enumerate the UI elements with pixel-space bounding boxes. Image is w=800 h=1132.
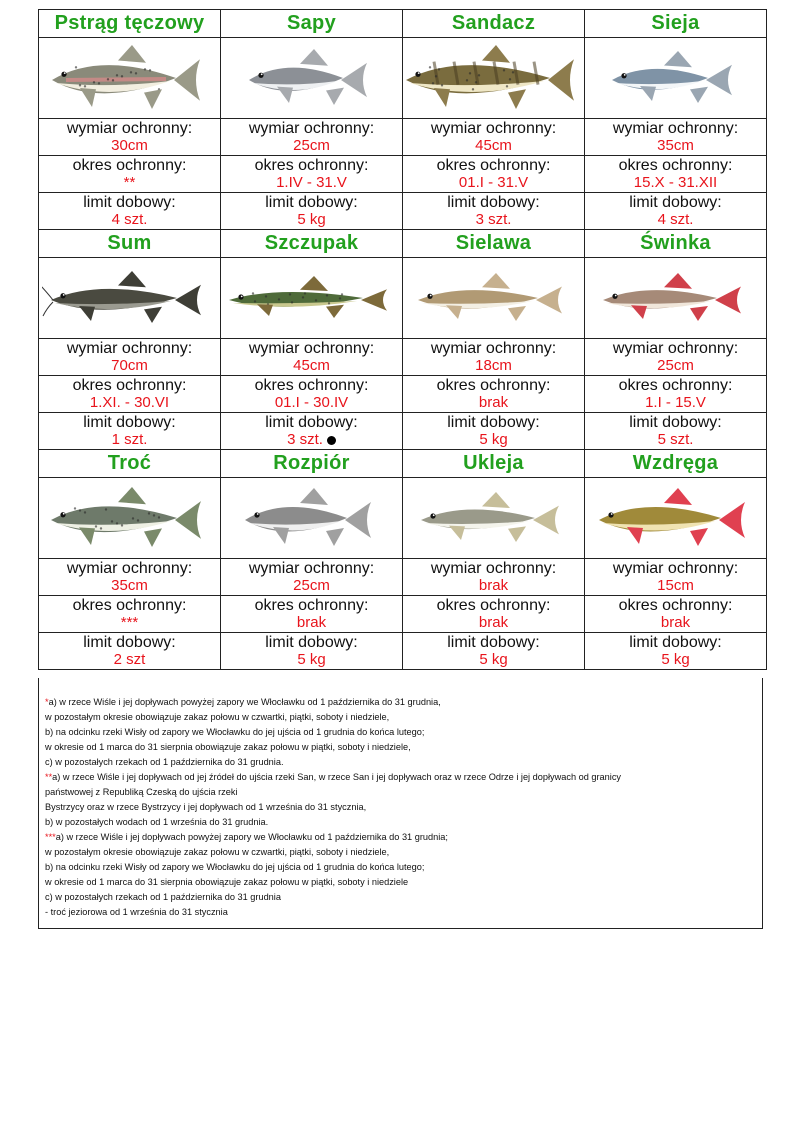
footnote-line — [45, 785, 762, 800]
rainbow-trout-icon — [39, 40, 220, 116]
closed-season-label: okres ochronny: — [618, 157, 733, 174]
footnote-line — [45, 860, 762, 875]
footnote-line — [45, 815, 762, 830]
protected-size-label: wymiar ochronny: — [248, 120, 375, 137]
protected-size-label: wymiar ochronny: — [612, 340, 739, 357]
closed-season-value — [39, 614, 220, 631]
fish-name-row — [39, 10, 767, 38]
protected-size-cell — [39, 339, 221, 376]
closed-season-label: okres ochronny: — [436, 157, 551, 174]
protected-size-label: wymiar ochronny: — [430, 560, 557, 577]
footnote-line — [45, 695, 762, 710]
closed-season-text: 01.I - 31.V — [458, 174, 529, 191]
black-dot-icon — [327, 436, 336, 445]
protected-size-label: wymiar ochronny: — [66, 120, 193, 137]
daily-limit-label: limit dobowy: — [447, 194, 540, 211]
footnote-line — [45, 845, 762, 860]
closed-season-value — [221, 394, 402, 411]
daily-limit-label: limit dobowy: — [265, 194, 358, 211]
protected-size-text: 35cm — [657, 137, 694, 154]
protected-size-cell — [39, 119, 221, 156]
daily-limit-label: limit dobowy: — [629, 194, 722, 211]
closed-season-value — [585, 394, 766, 411]
footnote-text: w pozostałym okresie obowiązuje zakaz połowu w czwartki, piątki, soboty i niedziele, — [45, 712, 390, 722]
closed-season-label: okres ochronny: — [436, 377, 551, 394]
footnote-line — [45, 875, 762, 890]
daily-limit-text: 5 kg — [479, 431, 508, 448]
fish-name: Świnka — [585, 230, 767, 258]
daily-limit-text: 1 szt. — [111, 431, 148, 448]
footnote-text: c) w pozostałych rzekach od 1 października do 31 grudnia. — [45, 757, 284, 767]
footnote-text: - troć jeziorowa od 1 września do 31 stycznia — [45, 907, 228, 917]
daily-limit-value — [403, 431, 584, 448]
daily-limit-cell — [39, 413, 221, 450]
protected-size-value — [221, 577, 402, 594]
closed-season-value — [585, 174, 766, 191]
daily-limit-value — [39, 651, 220, 668]
fish-picture-cell — [403, 38, 585, 119]
fish-picture-cell — [585, 478, 767, 559]
footnote-text: b) na odcinku rzeki Wisły od zapory we Włocławku do jej ujścia od 1 grudnia do końca lutego; — [45, 862, 425, 872]
closed-season-text: brak — [660, 614, 691, 631]
protected-size-label: wymiar ochronny: — [430, 120, 557, 137]
fish-name: Ukleja — [403, 450, 585, 478]
closed-season-cell — [221, 156, 403, 193]
closed-season-label: okres ochronny: — [436, 597, 551, 614]
fish-regulations-table — [38, 9, 767, 670]
protected-size-value — [403, 357, 584, 374]
daily-limit-text: 5 kg — [661, 651, 690, 668]
daily-limit-text: 5 kg — [297, 651, 326, 668]
fish-picture-cell — [585, 258, 767, 339]
fish-name-row — [39, 230, 767, 258]
footnote-line — [45, 800, 762, 815]
fish-name: Rozpiór — [221, 450, 403, 478]
nase-icon — [585, 260, 766, 336]
daily-limit-cell — [403, 633, 585, 670]
footnote-text: państwowej z Republiką Czeską do ujścia rzeki — [45, 787, 238, 797]
fish-picture-cell — [39, 478, 221, 559]
daily-limit-cell — [221, 193, 403, 230]
daily-limit-label: limit dobowy: — [83, 194, 176, 211]
closed-season-value — [403, 394, 584, 411]
protected-size-text: brak — [478, 577, 509, 594]
daily-limit-value — [221, 651, 402, 668]
closed-season-value — [39, 174, 220, 191]
closed-season-value — [403, 174, 584, 191]
protected-size-cell — [403, 559, 585, 596]
protected-size-text: 15cm — [657, 577, 694, 594]
closed-season-cell — [585, 596, 767, 633]
protected-size-label: wymiar ochronny: — [66, 340, 193, 357]
fish-picture-cell — [585, 38, 767, 119]
footnote-text: a) w rzece Wiśle i jej dopływach od jej źródeł do ujścia rzeki San, w rzece San i jej dopływach oraz w rzece Odrze i jej dopływach od granicy — [52, 772, 622, 782]
daily-limit-label: limit dobowy: — [265, 634, 358, 651]
closed-season-text: brak — [478, 614, 509, 631]
bleak-icon — [403, 480, 584, 556]
daily-limit-row — [39, 193, 767, 230]
daily-limit-cell — [39, 633, 221, 670]
footnote-line — [45, 740, 762, 755]
protected-size-cell — [221, 559, 403, 596]
protected-size-value — [39, 357, 220, 374]
protected-size-label: wymiar ochronny: — [612, 560, 739, 577]
closed-season-text: 1.XI. - 30.VI — [89, 394, 170, 411]
closed-season-cell — [39, 596, 221, 633]
fish-picture-row — [39, 258, 767, 339]
closed-season-text: 15.X - 31.XII — [633, 174, 718, 191]
protected-size-value — [585, 137, 766, 154]
daily-limit-cell — [585, 413, 767, 450]
protected-size-value — [403, 137, 584, 154]
daily-limit-text: 3 szt. — [475, 211, 512, 228]
fish-name: Szczupak — [221, 230, 403, 258]
zope-icon — [221, 480, 402, 556]
closed-season-row — [39, 376, 767, 413]
protected-size-label: wymiar ochronny: — [612, 120, 739, 137]
fish-name: Troć — [39, 450, 221, 478]
protected-size-cell — [221, 119, 403, 156]
protected-size-row — [39, 119, 767, 156]
protected-size-text: 25cm — [293, 577, 330, 594]
daily-limit-text: 5 kg — [479, 651, 508, 668]
closed-season-label: okres ochronny: — [618, 597, 733, 614]
closed-season-label: okres ochronny: — [72, 377, 187, 394]
closed-season-cell — [39, 156, 221, 193]
fish-name: Sieja — [585, 10, 767, 38]
daily-limit-cell — [403, 193, 585, 230]
protected-size-label: wymiar ochronny: — [430, 340, 557, 357]
footnote-text: b) w pozostałych wodach od 1 września do 31 grudnia. — [45, 817, 269, 827]
protected-size-value — [403, 577, 584, 594]
protected-size-text: 25cm — [657, 357, 694, 374]
closed-season-value — [221, 614, 402, 631]
closed-season-label: okres ochronny: — [72, 157, 187, 174]
closed-season-label: okres ochronny: — [72, 597, 187, 614]
daily-limit-value — [221, 431, 402, 448]
footnote-text: a) w rzece Wiśle i jej dopływach powyżej zapory we Włocławku od 1 października do 31 grudnia; — [55, 832, 448, 842]
daily-limit-value — [585, 211, 766, 228]
footnote-text: a) w rzece Wiśle i jej dopływach powyżej zapory we Włocławku od 1 października do 31 grudnia, — [48, 697, 441, 707]
fish-picture-row — [39, 478, 767, 559]
closed-season-text: 01.I - 30.IV — [274, 394, 349, 411]
footnote-line — [45, 830, 762, 845]
closed-season-row — [39, 156, 767, 193]
closed-season-text: ** — [123, 174, 136, 191]
daily-limit-cell — [585, 193, 767, 230]
closed-season-cell — [585, 156, 767, 193]
closed-season-label: okres ochronny: — [618, 377, 733, 394]
daily-limit-label: limit dobowy: — [629, 414, 722, 431]
footnote-text: w okresie od 1 marca do 31 sierpnia obowiązuje zakaz połowu w piątki, soboty i niedziele — [45, 877, 409, 887]
protected-size-cell — [403, 339, 585, 376]
closed-season-cell — [221, 596, 403, 633]
closed-season-value — [403, 614, 584, 631]
fish-name-row — [39, 450, 767, 478]
protected-size-cell — [403, 119, 585, 156]
closed-season-row — [39, 596, 767, 633]
footnote-text: w okresie od 1 marca do 31 sierpnia obowiązuje zakaz połowu w piątki, soboty i niedziele, — [45, 742, 411, 752]
daily-limit-text: 2 szt — [113, 651, 146, 668]
protected-size-text: 35cm — [111, 577, 148, 594]
closed-season-cell — [403, 596, 585, 633]
fish-name: Wzdręga — [585, 450, 767, 478]
footnote-line — [45, 755, 762, 770]
closed-season-cell — [403, 376, 585, 413]
footnote-mark: ** — [45, 772, 53, 782]
closed-season-value — [585, 614, 766, 631]
protected-size-row — [39, 559, 767, 596]
protected-size-cell — [585, 119, 767, 156]
protected-size-label: wymiar ochronny: — [248, 340, 375, 357]
fish-name: Sum — [39, 230, 221, 258]
protected-size-row — [39, 339, 767, 376]
footnote-line — [45, 710, 762, 725]
footnote-line — [45, 770, 762, 785]
blue-bream-icon — [221, 40, 402, 116]
footnote-line — [45, 905, 762, 920]
footnote-text: w pozostałym okresie obowiązuje zakaz połowu w czwartki, piątki, soboty i niedziele, — [45, 847, 390, 857]
fish-picture-cell — [221, 258, 403, 339]
catfish-icon — [39, 260, 220, 336]
fish-picture-row — [39, 38, 767, 119]
daily-limit-text: 3 szt. — [287, 431, 323, 448]
fish-picture-cell — [39, 258, 221, 339]
footnotes — [38, 678, 763, 929]
daily-limit-cell — [39, 193, 221, 230]
fish-picture-cell — [403, 478, 585, 559]
daily-limit-value — [585, 651, 766, 668]
rudd-icon — [585, 480, 766, 556]
fish-picture-cell — [39, 38, 221, 119]
protected-size-text: 18cm — [475, 357, 512, 374]
protected-size-value — [585, 357, 766, 374]
closed-season-cell — [221, 376, 403, 413]
closed-season-text: brak — [296, 614, 327, 631]
daily-limit-label: limit dobowy: — [265, 414, 358, 431]
protected-size-value — [221, 357, 402, 374]
closed-season-cell — [585, 376, 767, 413]
closed-season-text: 1.IV - 31.V — [276, 174, 347, 191]
daily-limit-text: 5 kg — [297, 211, 326, 228]
sea-trout-icon — [39, 480, 220, 556]
protected-size-text: 30cm — [111, 137, 148, 154]
daily-limit-text: 5 szt. — [657, 431, 694, 448]
daily-limit-cell — [585, 633, 767, 670]
fish-picture-cell — [403, 258, 585, 339]
protected-size-cell — [221, 339, 403, 376]
footnote-text: c) w pozostałych rzekach od 1 października do 31 grudnia — [45, 892, 281, 902]
daily-limit-value — [403, 211, 584, 228]
daily-limit-text: 4 szt. — [657, 211, 694, 228]
daily-limit-row — [39, 413, 767, 450]
protected-size-cell — [585, 339, 767, 376]
closed-season-value — [221, 174, 402, 191]
protected-size-text: 45cm — [475, 137, 512, 154]
closed-season-text: *** — [120, 614, 139, 631]
zander-icon — [403, 40, 584, 116]
protected-size-text: 70cm — [111, 357, 148, 374]
protected-size-text: 25cm — [293, 137, 330, 154]
closed-season-label: okres ochronny: — [254, 597, 369, 614]
daily-limit-label: limit dobowy: — [447, 634, 540, 651]
protected-size-label: wymiar ochronny: — [248, 560, 375, 577]
fish-name: Pstrąg tęczowy — [39, 10, 221, 38]
daily-limit-cell — [221, 413, 403, 450]
daily-limit-value — [585, 431, 766, 448]
daily-limit-text: 4 szt. — [111, 211, 148, 228]
footnote-line — [45, 890, 762, 905]
daily-limit-row — [39, 633, 767, 670]
protected-size-label: wymiar ochronny: — [66, 560, 193, 577]
footnote-mark: *** — [45, 832, 56, 842]
footnote-text: Bystrzycy oraz w rzece Bystrzycy i jej dopływach od 1 września do 31 stycznia, — [45, 802, 367, 812]
fish-picture-cell — [221, 478, 403, 559]
closed-season-text: 1.I - 15.V — [645, 394, 706, 411]
pike-icon — [221, 260, 402, 336]
closed-season-cell — [39, 376, 221, 413]
daily-limit-label: limit dobowy: — [83, 414, 176, 431]
daily-limit-value — [221, 211, 402, 228]
footnote-mark: * — [45, 697, 49, 707]
fish-name: Sapy — [221, 10, 403, 38]
protected-size-cell — [39, 559, 221, 596]
fish-name: Sielawa — [403, 230, 585, 258]
daily-limit-cell — [221, 633, 403, 670]
fish-name: Sandacz — [403, 10, 585, 38]
protected-size-value — [585, 577, 766, 594]
closed-season-cell — [403, 156, 585, 193]
footnote-line — [45, 725, 762, 740]
daily-limit-label: limit dobowy: — [447, 414, 540, 431]
protected-size-cell — [585, 559, 767, 596]
daily-limit-value — [39, 211, 220, 228]
daily-limit-value — [403, 651, 584, 668]
fish-picture-cell — [221, 38, 403, 119]
daily-limit-label: limit dobowy: — [83, 634, 176, 651]
protected-size-text: 45cm — [293, 357, 330, 374]
whitefish-icon — [585, 40, 766, 116]
daily-limit-label: limit dobowy: — [629, 634, 722, 651]
daily-limit-cell — [403, 413, 585, 450]
protected-size-value — [39, 137, 220, 154]
daily-limit-value — [39, 431, 220, 448]
closed-season-label: okres ochronny: — [254, 377, 369, 394]
footnote-text: b) na odcinku rzeki Wisły od zapory we Włocławku do jej ujścia od 1 grudnia do końca lutego; — [45, 727, 425, 737]
closed-season-value — [39, 394, 220, 411]
protected-size-value — [221, 137, 402, 154]
closed-season-label: okres ochronny: — [254, 157, 369, 174]
protected-size-value — [39, 577, 220, 594]
vendace-icon — [403, 260, 584, 336]
closed-season-text: brak — [478, 394, 509, 411]
